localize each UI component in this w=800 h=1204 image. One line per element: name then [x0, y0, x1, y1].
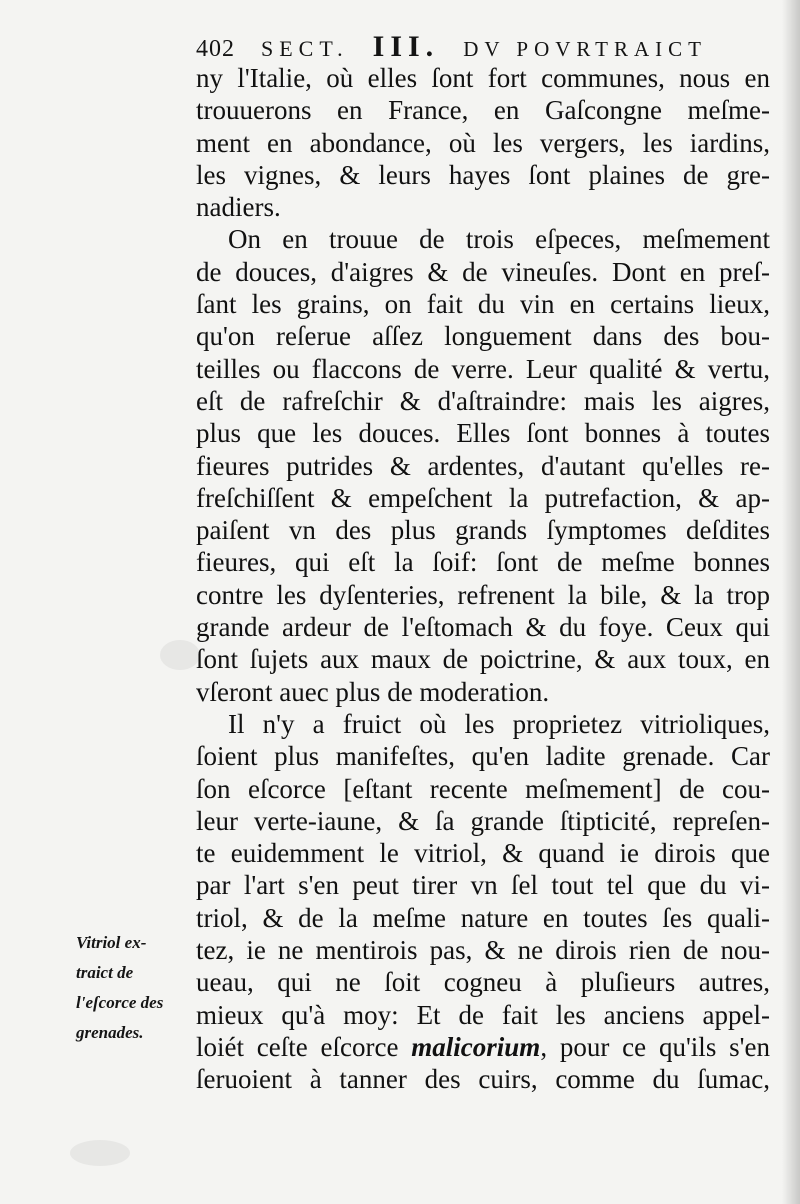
paragraph-first-line: On en trouue de trois eſpeces, meſmement	[228, 224, 770, 255]
text-line: ſoient plus manifeſtes, qu'en ladite grenade. Car	[196, 741, 770, 772]
text-line: les vignes, & leurs hayes ſont plaines de gre-	[196, 159, 770, 190]
text-line: qu'on reſerue aſſez longuement dans des bou-	[196, 321, 770, 352]
marginal-note-line: l'eſcorce des	[76, 993, 164, 1012]
text-line: tez, ie ne mentirois pas, & ne dirois rien de nou-	[196, 935, 770, 966]
text-line: trouuerons en France, en Gaſcongne meſme-	[196, 95, 770, 126]
marginal-note	[76, 928, 194, 1048]
paragraph-first-line: Il n'y a fruict où les proprietez vitrioliques,	[228, 708, 770, 739]
text-line: fieures, qui eſt la ſoif: ſont de meſme bonnes	[196, 547, 770, 578]
text-line: te euidemment le vitriol, & quand ie dirois que	[196, 838, 770, 869]
text-line: ſont ſujets aux maux de poictrine, & aux toux, en	[196, 644, 770, 675]
text-segment: loiét ceſte eſcorce	[196, 1031, 412, 1062]
text-line: ment en abondance, où les vergers, les iardins,	[196, 127, 770, 158]
section-numeral: III.	[372, 30, 440, 63]
text-line: par l'art s'en peut tirer vn ſel tout tel que du vi-	[196, 870, 770, 901]
text-line: ſeruoient à tanner des cuirs, comme du ſumac,	[196, 1064, 770, 1095]
body-text	[196, 62, 770, 1096]
text-line: paiſent vn des plus grands ſymptomes deſdites	[196, 515, 770, 546]
paper-stain	[70, 1140, 130, 1166]
text-line: ſon eſcorce [eſtant recente meſmement] de cou-	[196, 773, 770, 804]
italic-term: malicorium	[411, 1031, 541, 1062]
text-segment: , pour ce qu'ils s'en	[540, 1031, 770, 1062]
text-line: triol, & de la meſme nature en toutes ſes quali-	[196, 902, 770, 933]
text-line: fieures putrides & ardentes, d'autant qu'elles re-	[196, 450, 770, 481]
marginal-note-line: Vitriol ex-	[76, 933, 147, 952]
text-line: vſeront auec plus de moderation.	[196, 676, 550, 707]
running-title: DV POVRTRAICT	[463, 37, 707, 61]
text-line: ueau, qui ne ſoit cogneu à pluſieurs autres,	[196, 967, 770, 998]
text-line: ny l'Italie, où elles ſont fort communes, nous en	[196, 63, 770, 93]
text-line: teilles ou flaccons de verre. Leur qualité & vertu,	[196, 353, 770, 384]
text-line: de douces, d'aigres & de vineuſes. Dont en preſ-	[196, 256, 770, 287]
text-line	[196, 1031, 770, 1063]
text-line: mieux qu'à moy: Et de fait les anciens appel-	[196, 999, 770, 1030]
page-gutter-shadow	[782, 0, 800, 1204]
text-line: nadiers.	[196, 192, 281, 223]
text-line: freſchiſſent & empeſchent la putrefaction, & ap-	[196, 482, 770, 513]
text-line: ſant les grains, on fait du vin en certains lieux,	[196, 289, 770, 320]
marginal-note-line: traict de	[76, 963, 134, 982]
text-line: leur verte-iaune, & ſa grande ſtipticité, repreſen-	[196, 805, 770, 836]
text-line: contre les dyſenteries, refrenent la bile, & la trop	[196, 579, 770, 610]
paper-stain	[160, 640, 200, 670]
text-line: eſt de rafreſchir & d'aſtraindre: mais les aigres,	[196, 385, 770, 416]
marginal-note-line: grenades.	[76, 1023, 144, 1042]
text-line: plus que les douces. Elles ſont bonnes à toutes	[196, 418, 770, 449]
running-header	[196, 30, 776, 64]
section-label: SECT.	[261, 36, 349, 61]
text-line: grande ardeur de l'eſtomach & du foye. Ceux qui	[196, 612, 770, 643]
page-number: 402	[196, 36, 235, 62]
